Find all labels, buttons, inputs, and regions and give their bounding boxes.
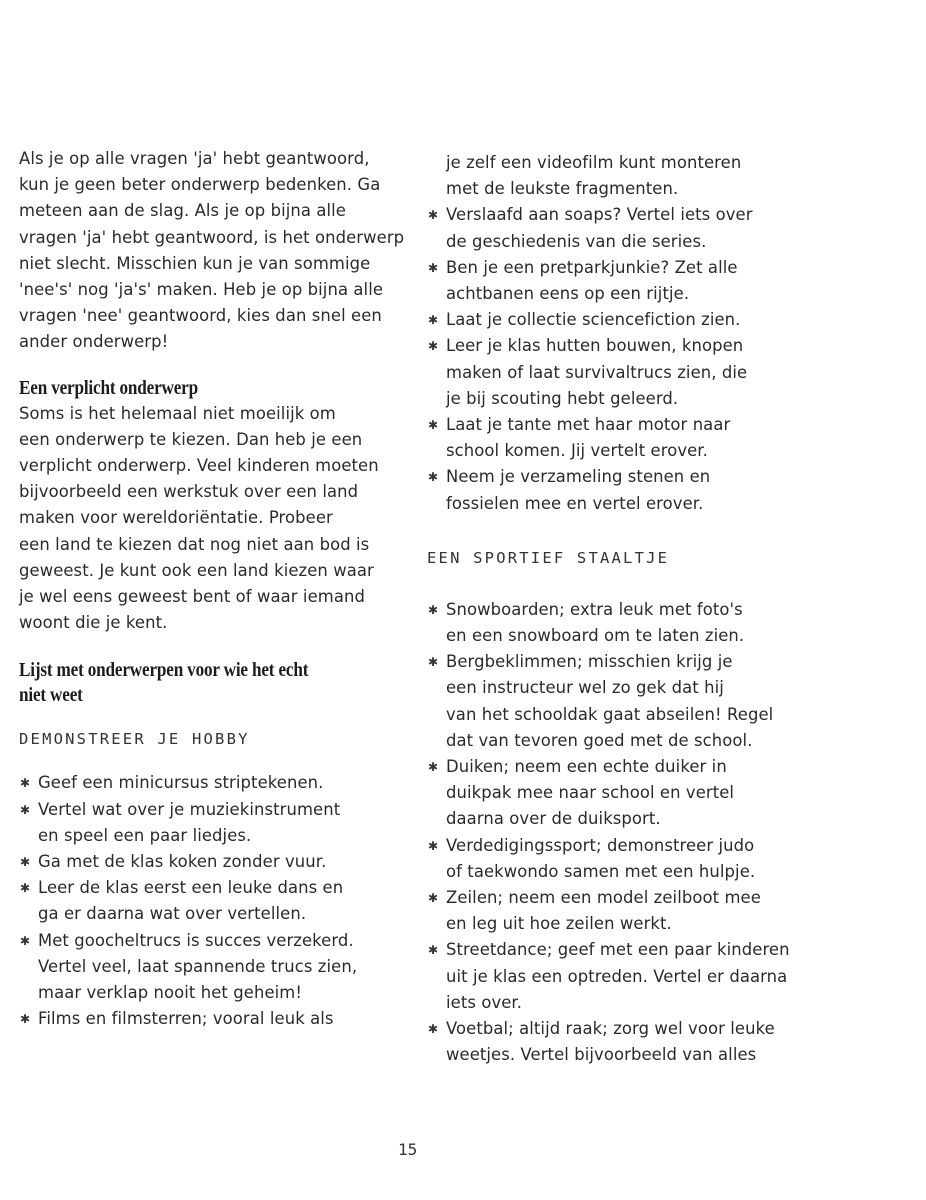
text-line: Films en filmsterren; vooral leuk als xyxy=(38,1009,334,1029)
section-heading-lijst xyxy=(19,658,358,708)
asterisk-bullet-icon: ✱ xyxy=(20,776,31,791)
asterisk-bullet-icon: ✱ xyxy=(428,891,439,906)
list-item xyxy=(427,833,807,885)
text-line: achtbanen eens op een rijtje. xyxy=(446,284,690,304)
text-line: Voetbal; altijd raak; zorg wel voor leuke xyxy=(446,1019,775,1039)
text-line: Zeilen; neem een model zeilboot mee xyxy=(446,888,761,908)
text-line: woont die je kent. xyxy=(19,613,168,633)
intro-paragraph xyxy=(19,146,404,356)
text-line: een onderwerp te kiezen. Dan heb je een xyxy=(19,429,363,449)
text-line: Ben je een pretparkjunkie? Zet alle xyxy=(446,257,738,277)
text-line: iets over. xyxy=(446,992,523,1012)
text-line: Neem je verzameling stenen en xyxy=(446,467,711,487)
text-line: de geschiedenis van die series. xyxy=(446,231,707,251)
text-line: en speel een paar liedjes. xyxy=(38,825,252,845)
list-item xyxy=(427,885,807,937)
text-line: Ga met de klas koken zonder vuur. xyxy=(38,852,327,872)
list-item xyxy=(427,412,807,464)
list-item xyxy=(427,333,807,412)
section-heading-verplicht: Een verplicht onderwerp xyxy=(19,377,198,399)
text-line: Als je op alle vragen 'ja' hebt geantwoord, xyxy=(19,149,370,168)
text-line: Leer de klas eerst een leuke dans en xyxy=(38,878,344,898)
text-line: fossielen mee en vertel erover. xyxy=(446,493,704,513)
list-item xyxy=(19,770,404,796)
text-line: niet slecht. Misschien kun je van sommige xyxy=(19,253,371,273)
verplicht-paragraph xyxy=(19,401,404,637)
text-line: Met goocheltrucs is succes verzekerd. xyxy=(38,930,354,950)
text-line: ga er daarna wat over vertellen. xyxy=(38,904,307,924)
text-line: een land te kiezen dat nog niet aan bod is xyxy=(19,534,370,554)
continuation-text xyxy=(427,150,807,202)
hobby-list-continued xyxy=(427,202,807,516)
subheading-hobby: DEMONSTREER JE HOBBY xyxy=(19,730,250,749)
text-line: bijvoorbeeld een werkstuk over een land xyxy=(19,482,359,502)
text-line: maken of laat survivaltrucs zien, die xyxy=(446,362,748,382)
text-line: maar verklap nooit het geheim! xyxy=(38,983,303,1003)
text-line: of taekwondo samen met een hulpje. xyxy=(446,861,756,881)
text-line: verplicht onderwerp. Veel kinderen moeten xyxy=(19,456,379,476)
list-item xyxy=(427,649,807,754)
text-line: uit je klas een optreden. Vertel er daarna xyxy=(446,966,788,986)
list-item xyxy=(427,307,807,333)
list-item xyxy=(427,464,807,516)
asterisk-bullet-icon: ✱ xyxy=(428,260,439,275)
text-line: school komen. Jij vertelt erover. xyxy=(446,441,708,461)
asterisk-bullet-icon: ✱ xyxy=(428,943,439,958)
asterisk-bullet-icon: ✱ xyxy=(20,1012,31,1027)
asterisk-bullet-icon: ✱ xyxy=(20,802,31,817)
asterisk-bullet-icon: ✱ xyxy=(428,418,439,433)
text-line: meteen aan de slag. Als je op bijna alle xyxy=(19,201,346,221)
hobby-list xyxy=(19,770,404,1032)
left-column xyxy=(19,146,404,1032)
asterisk-bullet-icon: ✱ xyxy=(20,933,31,948)
asterisk-bullet-icon: ✱ xyxy=(428,760,439,775)
text-line: vragen 'nee' geantwoord, kies dan snel een xyxy=(19,306,382,326)
text-line: Soms is het helemaal niet moeilijk om xyxy=(19,403,336,423)
sport-list xyxy=(427,597,807,1069)
text-line: Laat je tante met haar motor naar xyxy=(446,415,731,435)
text-line: kun je geen beter onderwerp bedenken. Ga xyxy=(19,175,381,195)
text-line: vragen 'ja' hebt geantwoord, is het onderwerp xyxy=(19,227,405,247)
list-item xyxy=(19,875,404,927)
page-number: 15 xyxy=(398,1140,418,1159)
asterisk-bullet-icon: ✱ xyxy=(20,855,31,870)
asterisk-bullet-icon: ✱ xyxy=(428,838,439,853)
asterisk-bullet-icon: ✱ xyxy=(428,1022,439,1037)
list-item xyxy=(19,797,404,849)
text-line: dat van tevoren goed met de school. xyxy=(446,730,753,750)
asterisk-bullet-icon: ✱ xyxy=(428,339,439,354)
list-item xyxy=(19,849,404,875)
text-line: van het schooldak gaat abseilen! Regel xyxy=(446,704,774,724)
text-line: duikpak mee naar school en vertel xyxy=(446,783,735,803)
text-line: Bergbeklimmen; misschien krijg je xyxy=(446,652,733,672)
asterisk-bullet-icon: ✱ xyxy=(428,602,439,617)
heading-line: Lijst met onderwerpen voor wie het echt xyxy=(19,660,309,682)
text-line: ander onderwerp! xyxy=(19,332,169,352)
text-line: weetjes. Vertel bijvoorbeeld van alles xyxy=(446,1045,757,1065)
list-item xyxy=(427,1016,807,1068)
text-line: geweest. Je kunt ook een land kiezen waar xyxy=(19,560,374,580)
text-line: Verslaafd aan soaps? Vertel iets over xyxy=(446,205,753,225)
text-line: een instructeur wel zo gek dat hij xyxy=(446,678,724,698)
text-line: Leer je klas hutten bouwen, knopen xyxy=(446,336,744,356)
heading-line: niet weet xyxy=(19,685,83,707)
text-line: met de leukste fragmenten. xyxy=(446,179,679,199)
text-line: 'nee's' nog 'ja's' maken. Heb je op bijna alle xyxy=(19,280,384,300)
text-line: je bij scouting hebt geleerd. xyxy=(446,388,679,408)
list-item xyxy=(19,928,404,1007)
asterisk-bullet-icon: ✱ xyxy=(428,313,439,328)
right-column xyxy=(427,150,807,1069)
list-item xyxy=(427,597,807,649)
text-line: daarna over de duiksport. xyxy=(446,809,661,829)
list-item xyxy=(427,754,807,833)
text-line: Duiken; neem een echte duiker in xyxy=(446,757,727,777)
asterisk-bullet-icon: ✱ xyxy=(428,208,439,223)
list-item xyxy=(19,1006,404,1032)
asterisk-bullet-icon: ✱ xyxy=(20,881,31,896)
text-line: Verdedigingssport; demonstreer judo xyxy=(446,835,755,855)
list-item xyxy=(427,255,807,307)
asterisk-bullet-icon: ✱ xyxy=(428,470,439,485)
text-line: Geef een minicursus striptekenen. xyxy=(38,773,324,793)
text-line: je zelf een videofilm kunt monteren xyxy=(446,153,742,172)
asterisk-bullet-icon: ✱ xyxy=(428,655,439,670)
subheading-sportief: EEN SPORTIEF STAALTJE xyxy=(427,548,670,567)
text-line: maken voor wereldoriëntatie. Probeer xyxy=(19,508,333,528)
text-line: en een snowboard om te laten zien. xyxy=(446,626,745,646)
text-line: je wel eens geweest bent of waar iemand xyxy=(19,587,365,607)
text-line: Vertel veel, laat spannende trucs zien, xyxy=(38,956,358,976)
list-item xyxy=(427,202,807,254)
text-line: en leg uit hoe zeilen werkt. xyxy=(446,914,672,934)
text-line: Streetdance; geef met een paar kinderen xyxy=(446,940,790,960)
text-line: Snowboarden; extra leuk met foto's xyxy=(446,599,743,619)
text-line: Laat je collectie sciencefiction zien. xyxy=(446,310,741,330)
text-line: Vertel wat over je muziekinstrument xyxy=(38,799,341,819)
list-item xyxy=(427,937,807,1016)
